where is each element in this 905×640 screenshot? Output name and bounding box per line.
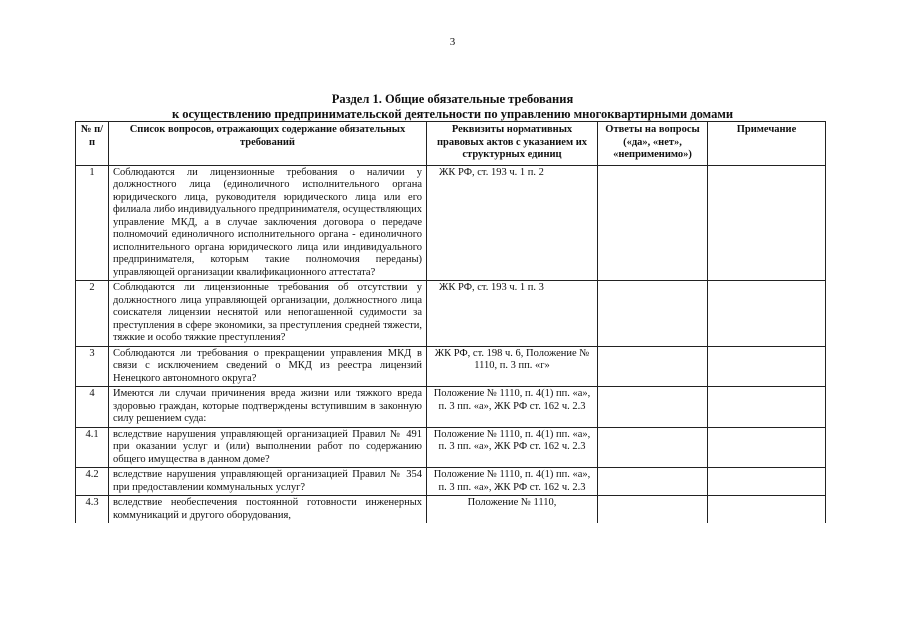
table-row: [76, 346, 826, 387]
row-answer[interactable]: [598, 346, 708, 387]
table-row: [76, 468, 826, 496]
row-question: Соблюдаются ли требования о прекращении управления МКД в связи с исключением сведений о МКД из реестра лицензий Ненецкого автономного округа?: [109, 346, 427, 387]
row-reference: ЖК РФ, ст. 193 ч. 1 п. 3: [427, 281, 598, 347]
row-answer[interactable]: [598, 496, 708, 524]
header-answers: Ответы на вопросы («да», «нет», «неприменимо»): [598, 122, 708, 166]
table-row: [76, 496, 826, 524]
requirements-table: [75, 121, 826, 523]
row-reference: Положение № 1110, п. 4(1) пп. «а», п. 3 пп. «а», ЖК РФ ст. 162 ч. 2.3: [427, 387, 598, 428]
row-question: вследствие нарушения управляющей организацией Правил № 491 при оказании услуг и (или) выполнении работ по содержанию общего имущества в данном доме?: [109, 427, 427, 468]
row-num: 4: [76, 387, 109, 428]
row-question: Соблюдаются ли лицензионные требования об отсутствии у должностного лица управляющей организации, должностного лица соискателя лицензии неснятой или непогашенной судимости за преступления в сфере экономики, за преступления средней тяжести, тяжкие и особо тяжкие преступления?: [109, 281, 427, 347]
row-num: 4.1: [76, 427, 109, 468]
header-note: Примечание: [708, 122, 826, 166]
table-row: [76, 165, 826, 281]
row-note[interactable]: [708, 496, 826, 524]
row-answer[interactable]: [598, 165, 708, 281]
row-note[interactable]: [708, 387, 826, 428]
row-answer[interactable]: [598, 281, 708, 347]
row-note[interactable]: [708, 346, 826, 387]
row-answer[interactable]: [598, 427, 708, 468]
row-question: Имеются ли случаи причинения вреда жизни или тяжкого вреда здоровью граждан, которые подтверждены вступившим в законную силу решением суда:: [109, 387, 427, 428]
header-reference: Реквизиты нормативных правовых актов с указанием их структурных единиц: [427, 122, 598, 166]
row-reference: ЖК РФ, ст. 193 ч. 1 п. 2: [427, 165, 598, 281]
row-reference: Положение № 1110,: [427, 496, 598, 524]
row-question: вследствие нарушения управляющей организацией Правил № 354 при предоставлении коммунальных услуг?: [109, 468, 427, 496]
row-note[interactable]: [708, 281, 826, 347]
row-note[interactable]: [708, 427, 826, 468]
table-row: [76, 281, 826, 347]
row-reference: Положение № 1110, п. 4(1) пп. «а», п. 3 пп. «а», ЖК РФ ст. 162 ч. 2.3: [427, 468, 598, 496]
row-answer[interactable]: [598, 468, 708, 496]
row-note[interactable]: [708, 165, 826, 281]
row-num: 2: [76, 281, 109, 347]
row-reference: ЖК РФ, ст. 198 ч. 6, Положение № 1110, п. 3 пп. «г»: [427, 346, 598, 387]
row-num: 3: [76, 346, 109, 387]
page-number: 3: [449, 36, 456, 48]
row-note[interactable]: [708, 468, 826, 496]
row-num: 1: [76, 165, 109, 281]
table-row: [76, 427, 826, 468]
row-question: вследствие необеспечения постоянной готовности инженерных коммуникаций и другого оборудования,: [109, 496, 427, 524]
row-question: Соблюдаются ли лицензионные требования о наличии у должностного лица (единоличного исполнительного органа юридического лица, руководителя юридического лица или его филиала либо индивидуального предпринимателя, осуществляющих управление МКД, а в случае заключения договора о передаче полномочий единоличного исполнительного органа - единоличного исполнительного органа юридического лица или индивидуального предпринимателя, которым такие полномочия переданы) управляющей организации квалификационного аттестата?: [109, 165, 427, 281]
row-num: 4.2: [76, 468, 109, 496]
row-answer[interactable]: [598, 387, 708, 428]
section-subtitle: к осуществлению предпринимательской деятельности по управлению многоквартирными домами: [171, 107, 734, 121]
header-question: Список вопросов, отражающих содержание обязательных требований: [109, 122, 427, 166]
table-header-row: [76, 122, 826, 166]
table-row: [76, 387, 826, 428]
header-num: № п/п: [76, 122, 109, 166]
row-num: 4.3: [76, 496, 109, 524]
section-title: Раздел 1. Общие обязательные требования: [331, 92, 574, 106]
row-reference: Положение № 1110, п. 4(1) пп. «а», п. 3 пп. «а», ЖК РФ ст. 162 ч. 2.3: [427, 427, 598, 468]
